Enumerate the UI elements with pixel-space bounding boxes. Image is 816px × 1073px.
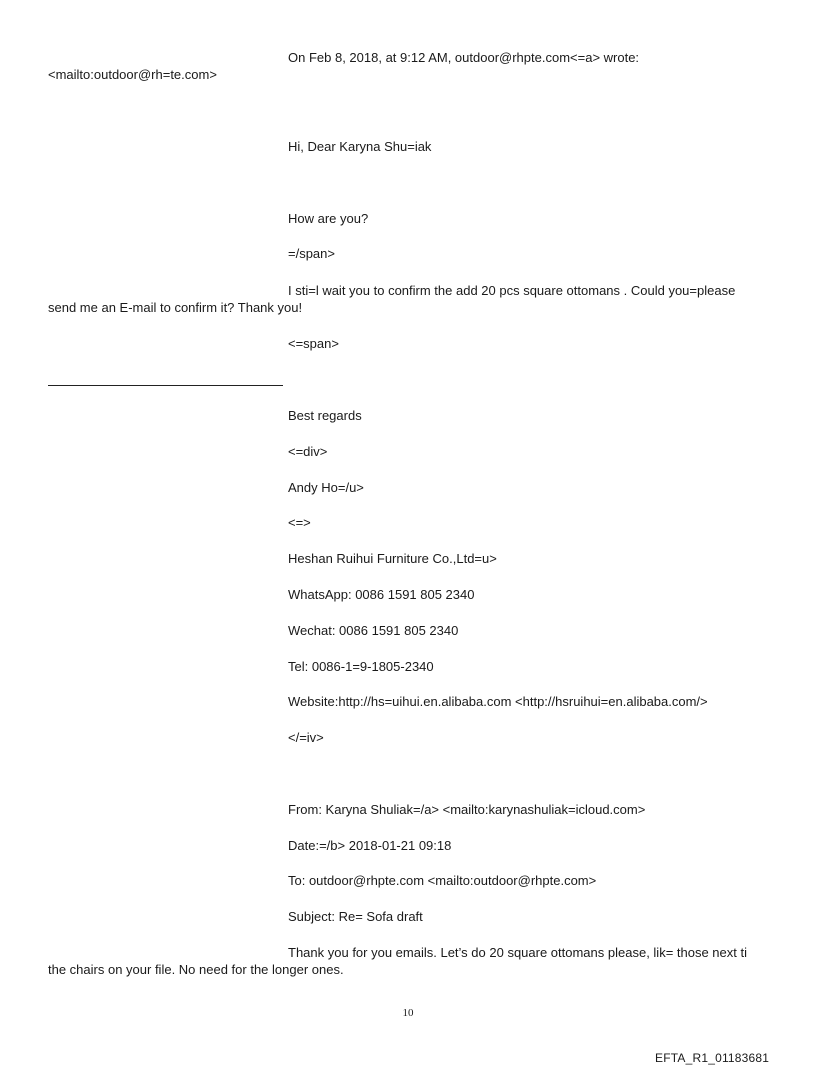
best-regards: Best regards <box>288 408 362 423</box>
quoted-body-line-2: the chairs on your file. No need for the longer ones. <box>48 962 344 977</box>
div-open-tag: <=div> <box>288 444 328 459</box>
quoted-body-line-1: Thank you for you emails. Let’s do 20 square ottomans please, lik= those next ti <box>288 945 747 960</box>
quoted-from: From: Karyna Shuliak=/a> <mailto:karynashuliak=icloud.com> <box>288 802 646 817</box>
blank-tag: <=> <box>288 515 311 530</box>
div-close-tag: </=iv> <box>288 730 324 745</box>
quoted-to: To: outdoor@rhpte.com <mailto:outdoor@rhpte.com> <box>288 873 597 888</box>
wechat-line: Wechat: 0086 1591 805 2340 <box>288 623 459 638</box>
body-line-1: I sti=l wait you to confirm the add 20 pcs square ottomans . Could you=please <box>288 283 736 298</box>
website-line: Website:http://hs=uihui.en.alibaba.com <http://hsruihui=en.alibaba.com/> <box>288 694 708 709</box>
tel-line: Tel: 0086-1=9-1805-2340 <box>288 659 434 674</box>
whatsapp-line: WhatsApp: 0086 1591 805 2340 <box>288 587 475 602</box>
quoted-date: Date:=/b> 2018-01-21 09:18 <box>288 838 452 853</box>
company-name: Heshan Ruihui Furniture Co.,Ltd=u> <box>288 551 497 566</box>
document-id: EFTA_R1_01183681 <box>655 1051 770 1065</box>
signature-divider <box>48 385 283 386</box>
sender-name: Andy Ho=/u> <box>288 480 364 495</box>
wrote-line: On Feb 8, 2018, at 9:12 AM, outdoor@rhpte.com<=a> wrote: <box>288 50 640 65</box>
span-close-tag: =/span> <box>288 246 335 261</box>
mailto-line: <mailto:outdoor@rh=te.com> <box>48 67 217 82</box>
how-are-you: How are you? <box>288 211 369 226</box>
greeting: Hi, Dear Karyna Shu=iak <box>288 139 432 154</box>
page-number: 10 <box>402 1007 414 1019</box>
quoted-subject: Subject: Re= Sofa draft <box>288 909 423 924</box>
span-open-tag: <=span> <box>288 336 339 351</box>
body-line-2: send me an E-mail to confirm it? Thank you! <box>48 300 303 315</box>
